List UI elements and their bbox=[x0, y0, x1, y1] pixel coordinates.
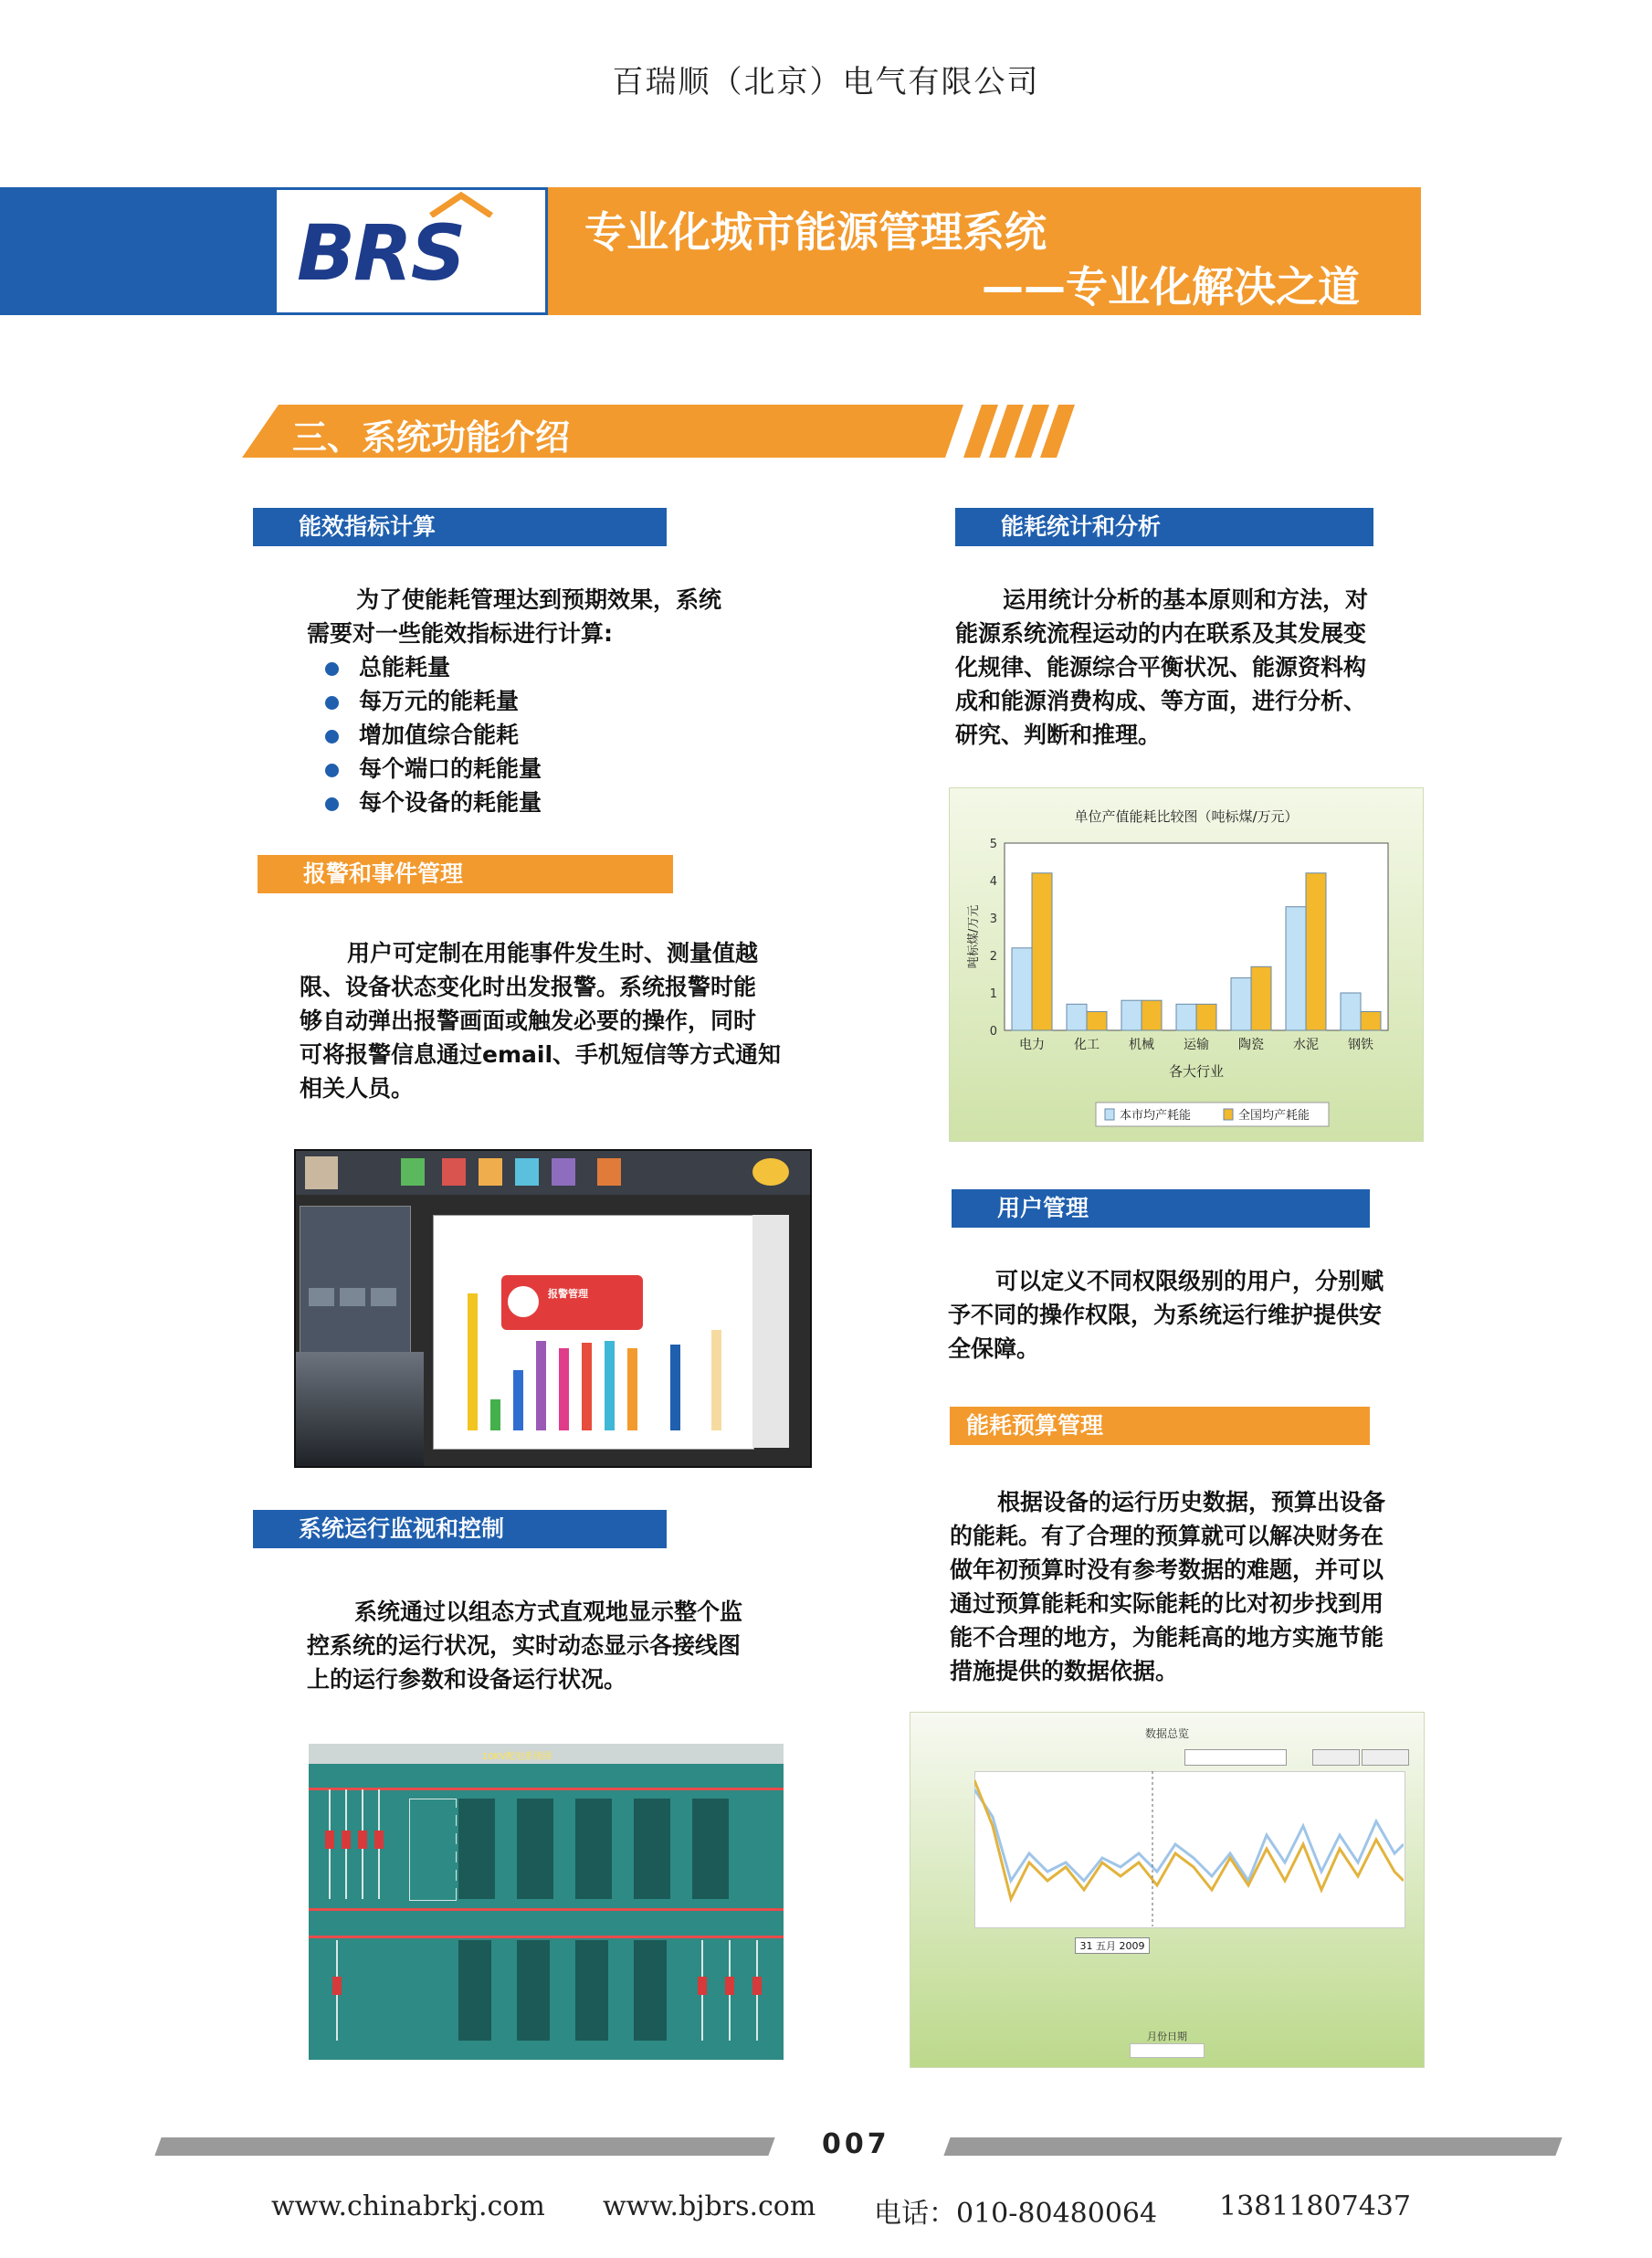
list-item: 每万元的能耗量 bbox=[325, 684, 542, 718]
section-title: 三、系统功能介绍 bbox=[292, 417, 571, 458]
bar-local bbox=[1231, 978, 1251, 1030]
bar-national bbox=[1142, 1000, 1162, 1030]
list-item: 总能耗量 bbox=[325, 650, 542, 684]
alarm-heading: 报警和事件管理 bbox=[258, 855, 673, 893]
chart-title: 单位产值能耗比较图（吨标煤/万元） bbox=[1074, 808, 1299, 825]
x-axis-label: 各大行业 bbox=[1168, 1063, 1225, 1080]
page-number: 007 bbox=[822, 2128, 890, 2160]
bar-national bbox=[1361, 1012, 1381, 1031]
bar-national bbox=[1251, 966, 1271, 1030]
bar-national bbox=[1032, 873, 1052, 1030]
budget-chart-title: 数据总览 bbox=[1144, 1727, 1189, 1740]
monitor-paragraph: 系统通过以组态方式直观地显示整个监 控系统的运行状况，实时动态显示各接线图 上的运行参数和设备运行状况。 bbox=[307, 1599, 743, 1693]
alarm-screenshot bbox=[294, 1149, 812, 1468]
x-tick-label: 电力 bbox=[1019, 1038, 1045, 1052]
x-tick-label: 水泥 bbox=[1293, 1038, 1319, 1052]
website-link-1[interactable]: www.chinabrkj.com bbox=[271, 2190, 545, 2222]
bar-national bbox=[1087, 1012, 1107, 1031]
phone-number: 电话：010-80480064 bbox=[874, 2198, 1158, 2230]
plot-area bbox=[1005, 843, 1388, 1030]
bar-national bbox=[1306, 873, 1326, 1030]
y-tick-label: 3 bbox=[989, 913, 997, 926]
bar-local bbox=[1012, 948, 1032, 1030]
website-link-2[interactable]: www.bjbrs.com bbox=[603, 2190, 816, 2222]
footer-right-bar bbox=[943, 2137, 1562, 2156]
alarm-popup-title: 报警管理 bbox=[548, 1288, 588, 1300]
legend-swatch bbox=[1105, 1109, 1114, 1120]
bar-local bbox=[1121, 1000, 1142, 1030]
y-tick-label: 4 bbox=[989, 875, 997, 889]
bullet-icon bbox=[325, 696, 339, 710]
legend-swatch bbox=[1224, 1109, 1233, 1120]
y-tick-label: 0 bbox=[989, 1025, 997, 1039]
efficiency-heading: 能效指标计算 bbox=[253, 508, 667, 546]
monitor-diagram-title: 10KV配电系统图 bbox=[482, 1752, 552, 1762]
budget-screenshot bbox=[910, 1712, 1425, 2068]
alarm-paragraph: 用户可定制在用能事件发生时、测量值越 限、设备状态变化时出发报警。系统报警时能 够自动弹出报警画面或触发必要的操作，同时 可将报警信息通过email、手机短信等方式通知 相关人员。 bbox=[300, 940, 782, 1102]
budget-heading: 能耗预算管理 bbox=[950, 1407, 1370, 1445]
y-tick-label: 5 bbox=[989, 838, 997, 851]
efficiency-intro-2: 需要对一些能效指标进行计算: bbox=[307, 620, 613, 647]
x-tick-label: 化工 bbox=[1074, 1038, 1100, 1052]
banner-left-stripe bbox=[0, 187, 274, 315]
footer-left-bar bbox=[154, 2137, 774, 2156]
x-tick-label: 陶瓷 bbox=[1238, 1038, 1264, 1052]
mobile-number: 13811807437 bbox=[1219, 2190, 1411, 2222]
banner-subtitle: ——专业化解决之道 bbox=[982, 262, 1360, 311]
budget-x-label: 月份日期 bbox=[1147, 2031, 1187, 2042]
banner-title: 专业化城市能源管理系统 bbox=[584, 207, 1047, 257]
energy-comparison-chart bbox=[949, 787, 1424, 1142]
y-tick-label: 2 bbox=[989, 950, 997, 964]
x-tick-label: 机械 bbox=[1129, 1038, 1154, 1052]
list-item: 增加值综合能耗 bbox=[325, 718, 542, 752]
legend-label: 全国均产耗能 bbox=[1238, 1109, 1310, 1123]
y-tick-label: 1 bbox=[989, 987, 997, 1001]
budget-line-plot bbox=[974, 1771, 1404, 1926]
legend-label: 本市均产耗能 bbox=[1120, 1109, 1192, 1123]
bullet-icon bbox=[325, 764, 339, 777]
efficiency-intro-1: 为了使能耗管理达到预期效果，系统 bbox=[356, 586, 722, 613]
x-tick-label: 钢铁 bbox=[1348, 1038, 1373, 1052]
list-item: 每个端口的耗能量 bbox=[325, 752, 542, 786]
bar-chart-svg bbox=[950, 788, 1423, 1141]
bullet-icon bbox=[325, 797, 339, 811]
budget-paragraph: 根据设备的运行历史数据，预算出设备 的能耗。有了合理的预算就可以解决财务在 做年初预算时没有参考数据的难题，并可以 通过预算能耗和实际能耗的比对初步找到用 能不合理的地方，为能耗高的地方实施节能 措施提供的数据依据。 bbox=[950, 1489, 1386, 1684]
logo: BRS bbox=[297, 208, 465, 298]
efficiency-bullet-list bbox=[325, 650, 542, 819]
bar-local bbox=[1286, 907, 1306, 1030]
y-axis-label: 吨标煤/万元 bbox=[967, 904, 981, 969]
list-item: 每个设备的耗能量 bbox=[325, 786, 542, 819]
bullet-icon bbox=[325, 662, 339, 676]
stats-paragraph: 运用统计分析的基本原则和方法，对 能源系统流程运动的内在联系及其发展变 化规律、能源综合平衡状况、能源资料构 成和能源消费构成、等方面，进行分析、 研究、判断和推理。 bbox=[955, 586, 1369, 748]
bar-local bbox=[1067, 1004, 1087, 1030]
budget-date-label: 31 五月 2009 bbox=[1075, 1937, 1150, 1954]
monitor-heading: 系统运行监视和控制 bbox=[253, 1510, 667, 1548]
company-name: 百瑞顺（北京）电气有限公司 bbox=[612, 64, 1040, 100]
stats-heading: 能耗统计和分析 bbox=[955, 508, 1373, 546]
bar-national bbox=[1196, 1004, 1216, 1030]
bullet-icon bbox=[325, 730, 339, 744]
user-heading: 用户管理 bbox=[952, 1189, 1370, 1228]
bar-local bbox=[1341, 993, 1361, 1030]
user-paragraph: 可以定义不同权限级别的用户，分别赋 予不同的操作权限，为系统运行维护提供安 全保障。 bbox=[948, 1268, 1384, 1362]
bar-local bbox=[1176, 1004, 1196, 1030]
monitor-screenshot bbox=[309, 1744, 784, 2060]
x-tick-label: 运输 bbox=[1184, 1038, 1209, 1052]
